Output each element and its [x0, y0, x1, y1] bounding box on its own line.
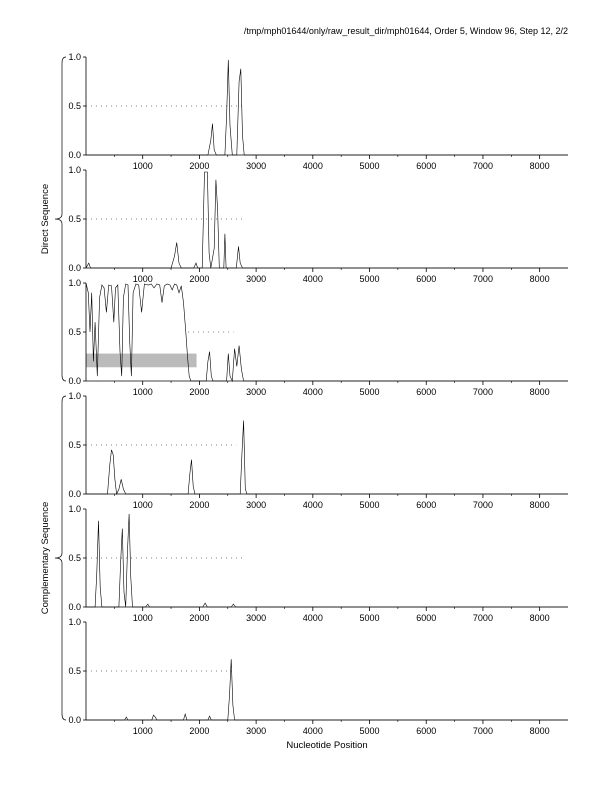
x-tick-label: 5000	[359, 161, 380, 171]
chart-title: /tmp/mph01644/only/raw_result_dir/mph01644, Order 5, Window 96, Step 12, 2/2	[243, 26, 568, 36]
highlight-region	[86, 354, 197, 368]
x-tick-label: 7000	[472, 613, 493, 623]
x-tick-label: 2000	[189, 274, 210, 284]
x-tick-label: 8000	[529, 161, 550, 171]
x-tick-label: 3000	[246, 726, 267, 736]
x-tick-label: 5000	[359, 613, 380, 623]
y-tick-label: 0.0	[68, 150, 81, 160]
x-tick-label: 6000	[416, 613, 437, 623]
x-tick-label: 3000	[246, 274, 267, 284]
x-tick-label: 6000	[416, 500, 437, 510]
y-tick-label: 0.5	[68, 440, 81, 450]
series-line	[86, 659, 568, 720]
panel	[68, 504, 568, 623]
y-tick-label: 1.0	[68, 278, 81, 288]
y-tick-label: 0.0	[68, 602, 81, 612]
x-axis-label: Nucleotide Position	[286, 740, 368, 751]
x-tick-label: 3000	[246, 161, 267, 171]
series-line	[86, 514, 568, 607]
y-tick-label: 1.0	[68, 52, 81, 62]
x-tick-label: 6000	[416, 161, 437, 171]
x-tick-label: 7000	[472, 274, 493, 284]
group-brace	[55, 57, 66, 381]
y-tick-label: 1.0	[68, 504, 81, 514]
x-tick-label: 4000	[302, 613, 323, 623]
x-tick-label: 4000	[302, 161, 323, 171]
x-tick-label: 7000	[472, 161, 493, 171]
x-tick-label: 3000	[246, 500, 267, 510]
x-tick-label: 4000	[302, 274, 323, 284]
panel	[68, 278, 568, 397]
x-tick-label: 5000	[359, 274, 380, 284]
y-tick-label: 0.5	[68, 327, 81, 337]
x-tick-label: 7000	[472, 726, 493, 736]
x-tick-label: 2000	[189, 387, 210, 397]
y-tick-label: 0.5	[68, 214, 81, 224]
y-tick-label: 0.0	[68, 715, 81, 725]
panel	[68, 617, 568, 736]
y-tick-label: 0.0	[68, 376, 81, 386]
x-tick-label: 4000	[302, 387, 323, 397]
x-tick-label: 3000	[246, 387, 267, 397]
x-tick-label: 8000	[529, 387, 550, 397]
y-tick-label: 0.5	[68, 101, 81, 111]
y-tick-label: 0.5	[68, 666, 81, 676]
x-tick-label: 2000	[189, 613, 210, 623]
panel	[68, 52, 568, 171]
x-tick-label: 1000	[132, 726, 153, 736]
x-tick-label: 4000	[302, 500, 323, 510]
y-tick-label: 0.0	[68, 263, 81, 273]
y-tick-label: 1.0	[68, 617, 81, 627]
x-tick-label: 1000	[132, 613, 153, 623]
x-tick-label: 7000	[472, 500, 493, 510]
series-line	[86, 60, 568, 155]
y-tick-label: 1.0	[68, 391, 81, 401]
y-tick-label: 0.0	[68, 489, 81, 499]
y-tick-label: 1.0	[68, 165, 81, 175]
group-label: Complementary Sequence	[40, 501, 51, 615]
x-tick-label: 2000	[189, 161, 210, 171]
panel	[68, 391, 568, 510]
group-brace	[55, 396, 66, 720]
x-tick-label: 6000	[416, 726, 437, 736]
x-tick-label: 8000	[529, 613, 550, 623]
x-tick-label: 2000	[189, 726, 210, 736]
x-tick-label: 5000	[359, 387, 380, 397]
x-tick-label: 2000	[189, 500, 210, 510]
panels	[68, 52, 568, 736]
panel	[68, 165, 568, 284]
x-tick-label: 7000	[472, 387, 493, 397]
x-tick-label: 1000	[132, 387, 153, 397]
x-tick-label: 6000	[416, 274, 437, 284]
series-line	[86, 172, 568, 268]
group-label: Direct Sequence	[40, 183, 51, 255]
x-tick-label: 8000	[529, 726, 550, 736]
series-line	[86, 421, 568, 495]
x-tick-label: 5000	[359, 500, 380, 510]
x-tick-label: 1000	[132, 500, 153, 510]
x-tick-label: 1000	[132, 274, 153, 284]
x-tick-label: 6000	[416, 387, 437, 397]
x-tick-label: 8000	[529, 274, 550, 284]
x-tick-label: 4000	[302, 726, 323, 736]
x-tick-label: 3000	[246, 613, 267, 623]
x-tick-label: 5000	[359, 726, 380, 736]
group-labels	[40, 57, 66, 720]
x-tick-label: 8000	[529, 500, 550, 510]
x-tick-label: 1000	[132, 161, 153, 171]
y-tick-label: 0.5	[68, 553, 81, 563]
